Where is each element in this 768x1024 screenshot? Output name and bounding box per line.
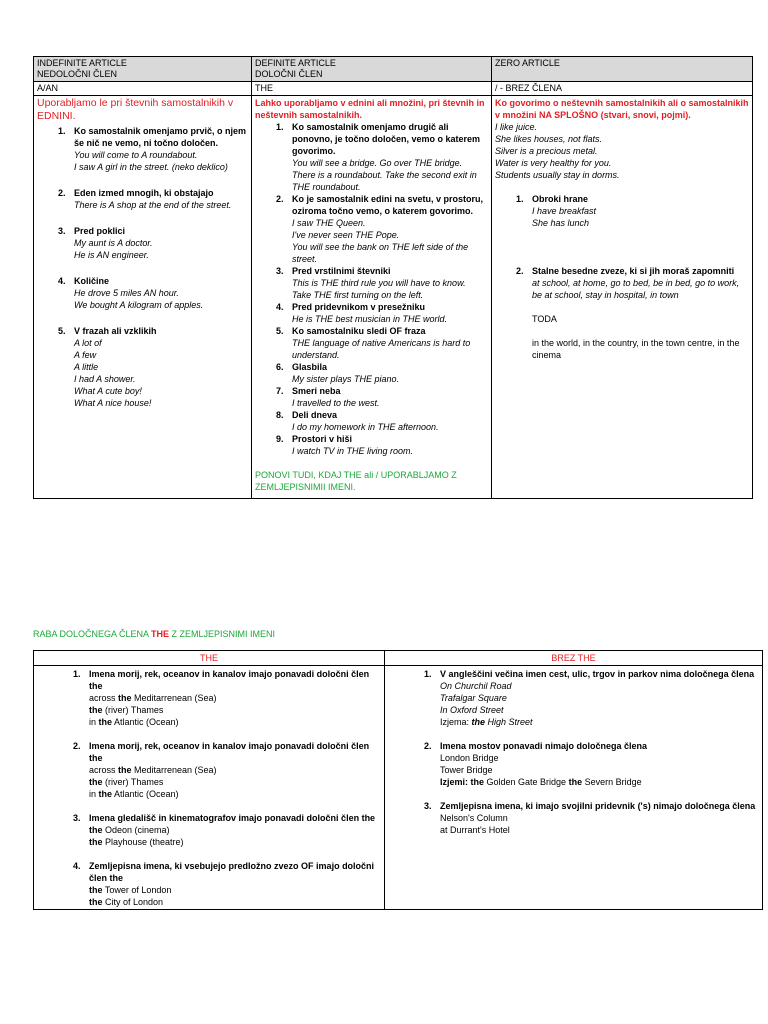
without-the-rules — [385, 666, 763, 910]
definite-intro: Lahko uporabljamo v ednini ali množini, pri števnih in neštevnih samostalnikih. — [255, 98, 485, 120]
sub-brez-clena: / - BREZ ČLENA — [492, 82, 753, 96]
rule-item: 2. Eden izmed mnogih, ki obstajajo There is A shop at the end of the street. — [58, 188, 232, 210]
rule-item: 2. Imena morij, rek, oceanov in kanalov imajo ponavadi določni člen the across the Meditarrenean (Sea) the (river) Thames in the Atlantic (Ocean) — [73, 741, 370, 799]
toda-label: TODA — [532, 314, 557, 324]
header-zero: ZERO ARTICLE — [492, 57, 753, 82]
header-definite: DEFINITE ARTICLE DOLOČNI ČLEN — [252, 57, 492, 82]
rule-item: 7. Smeri neba I travelled to the west. — [276, 386, 380, 408]
rule-item: 8. Deli dneva I do my homework in THE afternoon. — [276, 410, 439, 432]
rule-item: 4. Količine He drove 5 miles AN hour. We bought A kilogram of apples. — [58, 276, 204, 310]
rule-item: 2. Ko je samostalnik edini na svetu, v prostoru, oziroma točno vemo, o katerem govorimo. I saw THE Queen. I've never seen THE Pope. You will see the bank on THE left side of the street. — [276, 194, 484, 264]
header-the: THE — [34, 651, 385, 666]
rule-item: 4. Pred pridevnikom v presežniku He is THE best musician in THE world. — [276, 302, 448, 324]
rule-item: 1. Obroki hrane I have breakfast She has lunch — [516, 194, 597, 228]
header-brez-the: BREZ THE — [385, 651, 763, 666]
rule-item: 3. Zemljepisna imena, ki imajo svojilni pridevnik ('s) nimajo določnega člena Nelson's Column at Durrant's Hotel — [424, 801, 756, 835]
rule-item: 3. Pred vrstilnimi števniki This is THE third rule you will have to know. Take THE first turning on the left. — [276, 266, 466, 300]
geographic-names-title: RABA DOLOČNEGA ČLENA THE Z ZEMLJEPISNIMI IMENI — [33, 629, 276, 639]
zero-article-rules: Ko govorimo o neštevnih samostalnikih ali o samostalnikih v množini NA SPLOŠNO (stvari, snovi, pojmi). I like juice. She likes houses, not flats. Silver is a precious metal. Water is very healthy for you. Students usually stay in dorms. 1. Obroki hrane I have breakfast She has lunch 2. Stalne besedne zveze, ki si jih moraš zapomniti at school, at home, go to bed, be in bed, go to work, be at school, stay in hospital, in town TODA in the world, in the country, in the town centre, in the cinema — [492, 96, 753, 499]
rule-item: 1. Ko samostalnik omenjamo drugič ali ponovno, je točno določen, vemo o katerem govorimo. You will see a bridge. Go over THE bridge. There is a roundabout. Take the second exit in THE roundabout. — [276, 122, 481, 192]
rule-item: 1. V angleščini večina imen cest, ulic, trgov in parkov nima določnega člena On Churchil Road Trafalgar Square In Oxford Street Izjema: the High Street — [424, 669, 755, 727]
rule-item: 2. Stalne besedne zveze, ki si jih moraš zapomniti at school, at home, go to bed, be in bed, go to work, be at school, stay in hospital, in town TODA in the world, in the country, in the town centre, in the cinema — [495, 265, 749, 361]
geographic-names-note: PONOVI TUDI, KDAJ THE ali / UPORABLJAMO Z ZEMLJEPISNIMII IMENI. — [255, 470, 457, 492]
with-the-rules — [34, 666, 385, 910]
geographic-names-table — [33, 650, 763, 910]
rule-item: 3. Pred poklici My aunt is A doctor. He is AN engineer. — [58, 226, 153, 260]
rule-item: 6. Glasbila My sister plays THE piano. — [276, 362, 400, 384]
rule-item: 2. Imena mostov ponavadi nimajo določnega člena London Bridge Tower Bridge Izjemi: the Golden Gate Bridge the Severn Bridge — [424, 741, 648, 787]
articles-table — [33, 56, 753, 499]
header-indefinite: INDEFINITE ARTICLE NEDOLOČNI ČLEN — [34, 57, 252, 82]
rule-item: 9. Prostori v hiši I watch TV in THE living room. — [276, 434, 414, 456]
rule-item: 3. Imena gledališč in kinematografov imajo ponavadi določni člen the the Odeon (cinema) the Playhouse (theatre) — [73, 813, 376, 847]
rule-item: 5. Ko samostalniku sledi OF fraza THE language of native Americans is hard to understand. — [276, 326, 471, 360]
indefinite-rules — [34, 96, 252, 499]
rule-item: 1. Imena morij, rek, oceanov in kanalov imajo ponavadi določni člen the across the Meditarrenean (Sea) the (river) Thames in the Atlantic (Ocean) — [73, 669, 370, 727]
rule-item: 4. Zemljepisna imena, ki vsebujejo predložno zvezo OF imajo določni člen the the Tower of London the City of London — [73, 861, 375, 907]
sub-the: THE — [252, 82, 492, 96]
definite-rules — [252, 96, 492, 499]
sub-a-an: A/AN — [34, 82, 252, 96]
indefinite-intro: Uporabljamo le pri števnih samostalnikih v EDNINI. — [37, 97, 234, 122]
zero-intro: Ko govorimo o neštevnih samostalnikih ali o samostalnikih v množini NA SPLOŠNO (stvari, snovi, pojmi). — [495, 98, 749, 120]
rule-item: 5. V frazah ali vzklikih A lot of A few A little I had A shower. What A cute boy! What A nice house! — [58, 326, 157, 408]
rule-item: 1. Ko samostalnik omenjamo prvič, o njem še nič ne vemo, ni točno določen. You will come to A roundabout. I saw A girl in the street. (neko deklico) — [58, 126, 247, 172]
